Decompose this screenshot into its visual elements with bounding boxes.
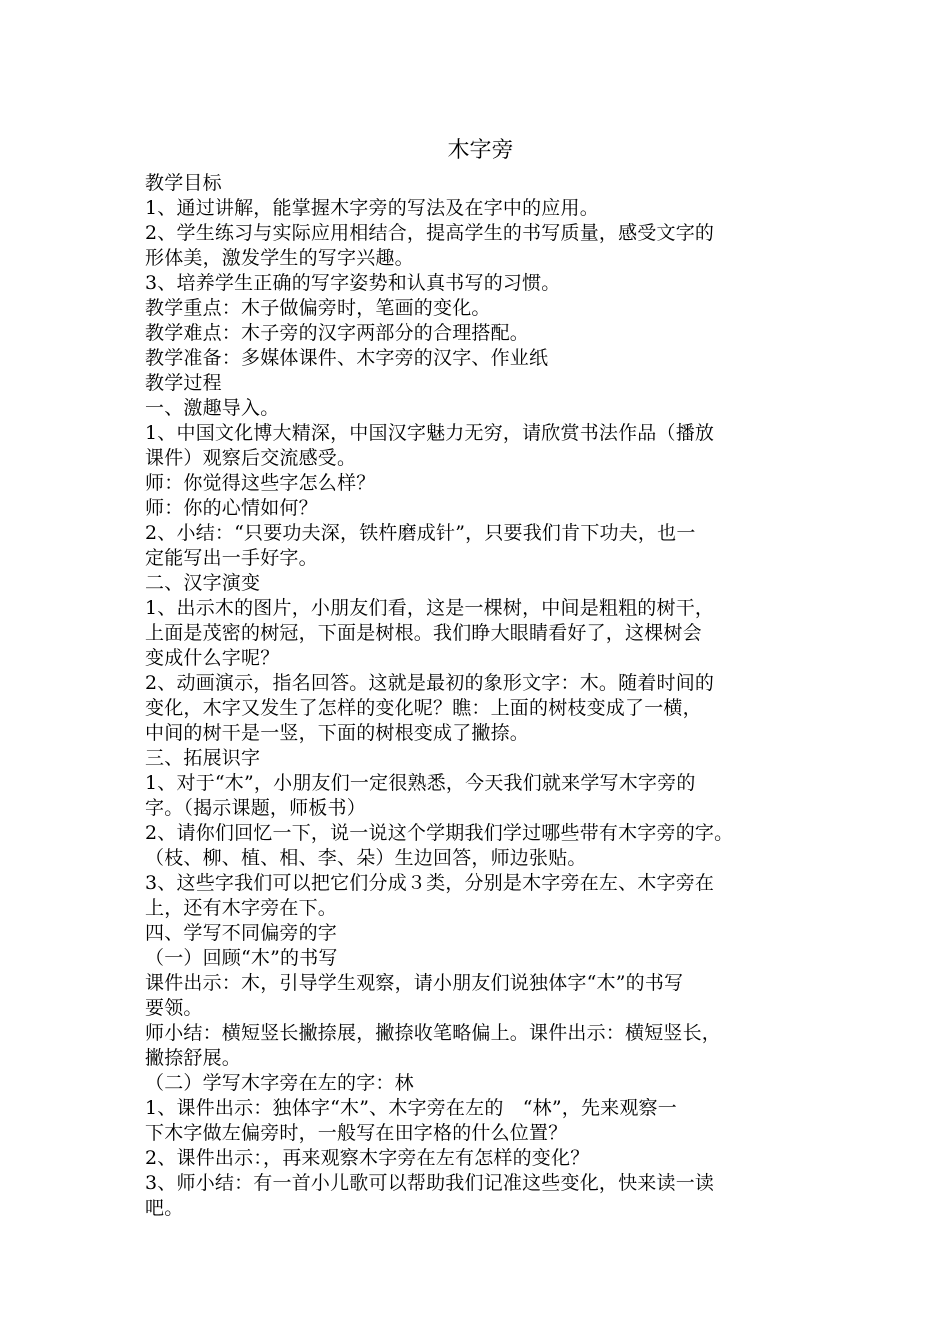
text-line: 形体美，激发学生的写字兴趣。: [145, 247, 414, 269]
text-line: 教学准备：多媒体课件、木字旁的汉字、作业纸: [145, 347, 549, 369]
text-line: 定能写出一手好字。: [145, 547, 318, 569]
text-line: 师：你觉得这些字怎么样？: [145, 472, 376, 494]
text-line: （一）回顾“木”的书写: [145, 947, 338, 969]
text-line: 2、课件出示：，再来观察木字旁在左有怎样的变化？: [145, 1147, 590, 1169]
text-line: 2、小结：“只要功夫深，铁杵磨成针”，只要我们肯下功夫，也一: [145, 522, 696, 544]
text-line: 上，还有木字旁在下。: [145, 897, 338, 919]
text-line: 3、师小结：有一首小儿歌可以帮助我们记准这些变化，快来读一读: [145, 1172, 715, 1194]
text-line: 2、学生练习与实际应用相结合，提高学生的书写质量，感受文字的: [145, 222, 715, 244]
text-line: 二、汉字演变: [145, 572, 261, 594]
document-body: [145, 171, 810, 1221]
text-line: 一、激趣导入。: [145, 397, 280, 419]
text-line: 课件）观察后交流感受。: [145, 447, 357, 469]
text-line: 四、学写不同偏旁的字: [145, 922, 338, 944]
text-line: 2、请你们回忆一下，说一说这个学期我们学过哪些带有木字旁的字。: [145, 822, 734, 844]
text-line: 教学过程: [145, 372, 222, 394]
text-line: 三、拓展识字: [145, 747, 261, 769]
text-line: （二）学写木字旁在左的字：林: [145, 1072, 414, 1094]
text-line: 教学重点：木子做偏旁时，笔画的变化。: [145, 297, 491, 319]
text-line: 中间的树干是一竖，下面的树根变成了撇捺。: [145, 722, 530, 744]
text-line: 3、培养学生正确的写字姿势和认真书写的习惯。: [145, 272, 561, 294]
text-line: 1、出示木的图片，小朋友们看，这是一棵树，中间是粗粗的树干，: [145, 597, 715, 619]
text-line: 2、动画演示，指名回答。这就是最初的象形文字：木。随着时间的: [145, 672, 715, 694]
text-line: 教学目标: [145, 172, 222, 194]
document-title: 木字旁: [447, 138, 514, 163]
text-line: 上面是茂密的树冠，下面是树根。我们睁大眼睛看好了，这棵树会: [145, 622, 702, 644]
text-line: 字。（揭示课题，师板书）: [145, 797, 366, 819]
text-line: 吧。: [145, 1197, 184, 1219]
text-line: 要领。: [145, 997, 203, 1019]
text-line: 3、这些字我们可以把它们分成３类，分别是木字旁在左、木字旁在: [145, 872, 715, 894]
text-line: 1、课件出示：独体字“木”、木字旁在左的 “林”，先来观察一: [145, 1097, 677, 1119]
text-line: 下木字做左偏旁时，一般写在田字格的什么位置？: [145, 1122, 568, 1144]
document-page: [145, 138, 810, 1221]
text-line: 教学难点：木子旁的汉字两部分的合理搭配。: [145, 322, 530, 344]
text-line: 师：你的心情如何？: [145, 497, 318, 519]
text-line: 课件出示：木，引导学生观察，请小朋友们说独体字“木”的书写: [145, 972, 684, 994]
text-line: 变成什么字呢？: [145, 647, 280, 669]
text-line: 师小结：横短竖长撇捺展，撇捺收笔略偏上。课件出示：横短竖长，: [145, 1022, 722, 1044]
text-line: 1、对于“木”，小朋友们一定很熟悉，今天我们就来学写木字旁的: [145, 772, 696, 794]
text-line: 1、通过讲解，能掌握木字旁的写法及在字中的应用。: [145, 197, 599, 219]
text-line: 变化，木字又发生了怎样的变化呢？瞧：上面的树枝变成了一横，: [145, 697, 702, 719]
text-line: 撇捺舒展。: [145, 1047, 242, 1069]
text-line: （枝、柳、植、相、李、朵）生边回答，师边张贴。: [145, 847, 587, 869]
text-line: 1、中国文化博大精深，中国汉字魅力无穷，请欣赏书法作品（播放: [145, 422, 715, 444]
